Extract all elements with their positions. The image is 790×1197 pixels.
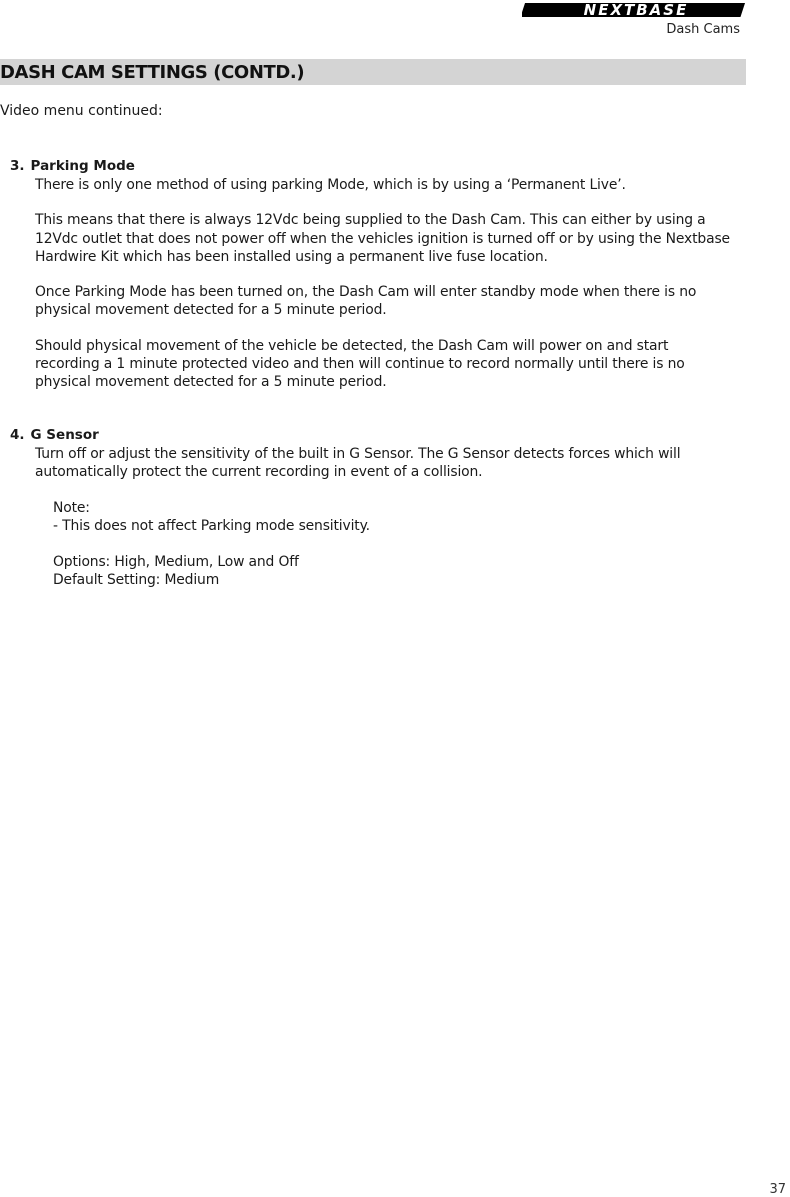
paragraph: Once Parking Mode has been turned on, the Dash Cam will enter standby mode when there is no physical movement detected for a 5 minute period. bbox=[35, 284, 697, 319]
section-heading-label: G Sensor bbox=[30, 427, 99, 443]
nextbase-logo bbox=[522, 0, 750, 38]
parking-mode-heading bbox=[10, 157, 740, 175]
default-setting-text: Default Setting: Medium bbox=[53, 572, 220, 589]
note-line: - This does not affect Parking mode sensitivity. bbox=[53, 517, 370, 534]
note-label: Note: bbox=[53, 499, 90, 516]
g-sensor-note bbox=[53, 499, 740, 590]
g-sensor-body bbox=[35, 445, 740, 482]
section-number: 4. bbox=[10, 427, 25, 443]
paragraph: This means that there is always 12Vdc being supplied to the Dash Cam. This can either by using a 12Vdc outlet that does not power off when the vehicles ignition is turned off or by using the Nextbase Hardwire Kit which has been installed using a permanent live fuse location. bbox=[35, 212, 730, 265]
parking-mode-body bbox=[35, 176, 740, 392]
parking-mode-section bbox=[10, 157, 740, 392]
logo-wordmark: NEXTBASE bbox=[583, 1, 689, 19]
logo-tagline: Dash Cams bbox=[666, 22, 740, 37]
paragraph: There is only one method of using parking Mode, which is by using a ‘Permanent Live’. bbox=[35, 177, 626, 193]
intro-text: Video menu continued: bbox=[0, 103, 163, 119]
paragraph: Turn off or adjust the sensitivity of the built in G Sensor. The G Sensor detects forces which will automatically protect the current recording in event of a collision. bbox=[35, 446, 681, 481]
g-sensor-heading bbox=[10, 426, 740, 444]
section-number: 3. bbox=[10, 158, 25, 174]
page-number: 37 bbox=[769, 1182, 786, 1197]
section-heading-label: Parking Mode bbox=[30, 158, 135, 174]
g-sensor-section bbox=[10, 426, 740, 590]
paragraph: Should physical movement of the vehicle be detected, the Dash Cam will power on and start recording a 1 minute protected video and then will continue to record normally until there is no physical movement detected for a 5 minute period. bbox=[35, 337, 685, 391]
page-title: DASH CAM SETTINGS (CONTD.) bbox=[0, 62, 305, 83]
nextbase-logo-graphic bbox=[522, 0, 750, 38]
options-text: Options: High, Medium, Low and Off bbox=[53, 554, 299, 571]
section-title-bar bbox=[0, 59, 746, 85]
